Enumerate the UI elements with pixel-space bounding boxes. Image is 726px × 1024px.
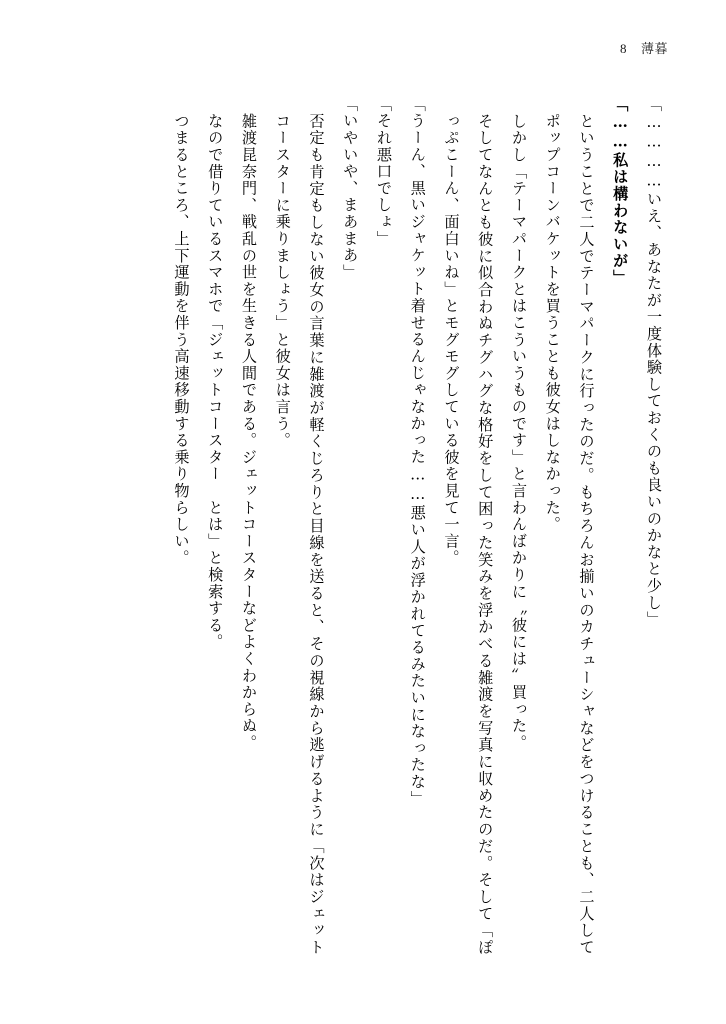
paragraph: 「うーん、黒いジャケット着せるんじゃなかった……悪い人が浮かれてるみたいになったな」 xyxy=(408,96,427,808)
paragraph: 「それ悪口でしょ」 xyxy=(375,96,393,248)
paragraph: ということで二人でテーマパークに行ったのだ。もちろんお揃いのカチューシャなどをつけることも、二人してポップコーンバケットを買うことも彼女はしなかった。 xyxy=(543,113,596,956)
running-header xyxy=(620,38,668,57)
paragraph: 「……私は構わないが」 xyxy=(611,96,630,287)
body-text-vertical xyxy=(58,96,670,956)
paragraph: 否定も肯定もしない彼女の言葉に雑渡が軽くじろりと目線を送ると、その視線から逃げるように「次はジェットコースターに乗りましょう」と彼女は言う。 xyxy=(273,113,326,956)
paragraph: 「いやいや、まあまあ」 xyxy=(341,96,360,281)
page-number: 8 xyxy=(619,41,627,56)
chapter-title: 薄暮 xyxy=(640,42,668,57)
paragraph: なので借りているスマホで「ジェットコースター とは」と検索する。 xyxy=(206,113,225,651)
paragraph: 「…………いえ、あなたが一度体験しておくのも良いのかなと少し」 xyxy=(645,96,663,628)
paragraph: そしてなんとも彼に似合わぬチグハグな格好をして困った笑みを浮かべる雑渡を写真に収めたのだ。そして「ぽっぷこーん、面白いね」とモグモグしている彼を見て一言。 xyxy=(442,113,495,956)
paragraph: つまるところ、上下運動を伴う高速移動する乗り物らしい。 xyxy=(172,113,191,567)
paragraph: 雑渡昆奈門、戦乱の世を生きる人間である。ジェットコースターなどよくわからぬ。 xyxy=(240,113,258,752)
paragraph: しかし「テーマパークとはこういうものです」と言わんばかりに〝彼には〟買った。 xyxy=(510,113,528,752)
